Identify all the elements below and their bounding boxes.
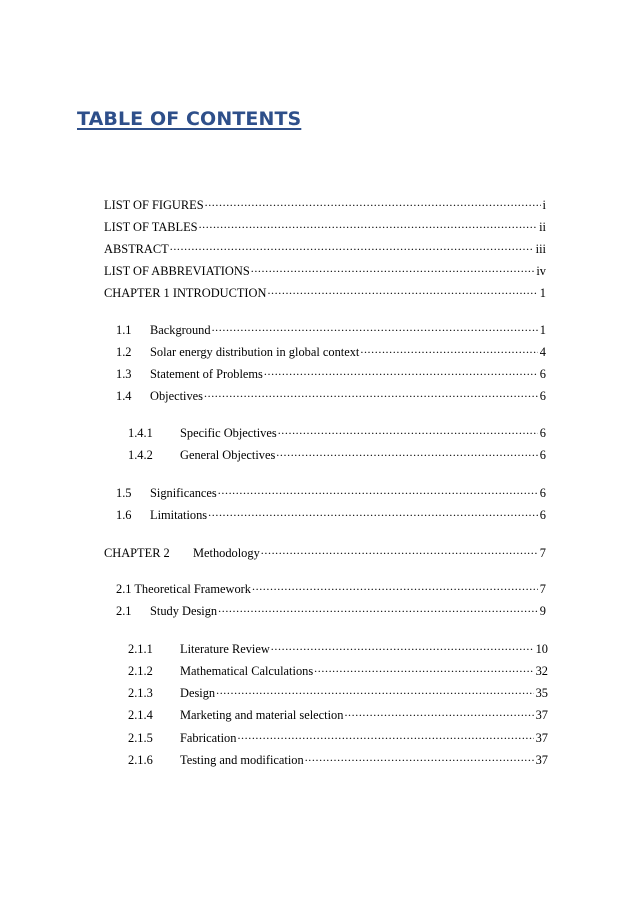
toc-entry-page: 10 [535,642,548,656]
toc-entry-1-4-2[interactable] [128,448,546,463]
toc-entry-number: 2.1.3 [128,686,153,700]
toc-leader-dots [212,323,538,334]
toc-leader-dots [205,198,541,209]
toc-entry-number: 1.4 [116,389,132,403]
toc-entry-text: 2.1 Theoretical Framework [116,582,251,596]
toc-entry-page: iii [535,242,546,256]
toc-leader-dots [267,286,537,297]
toc-entry-page: 9 [539,604,546,618]
toc-entry-text: Background [150,323,211,337]
toc-entry-text: Fabrication [180,731,237,745]
toc-entry-number: 2.1.1 [128,642,153,656]
toc-entry-chapter-2[interactable] [104,546,546,561]
toc-leader-dots [237,731,533,742]
toc-entry-text: Methodology [193,546,260,560]
toc-leader-dots [170,242,534,253]
toc-entry-theoretical-framework[interactable] [116,582,546,597]
toc-leader-dots [264,367,538,378]
toc-entry-1-3[interactable] [116,367,546,382]
toc-entry-number: 2.1 [116,604,132,618]
toc-leader-dots [204,389,538,400]
toc-entry-page: 32 [535,664,548,678]
toc-entry-text: CHAPTER 1 INTRODUCTION [104,286,267,300]
toc-entry-page: 7 [539,546,546,560]
toc-entry-2-1-1[interactable] [128,642,548,657]
toc-leader-dots [305,753,534,764]
toc-entry-number: 2.1.6 [128,753,153,767]
toc-entry-page: 6 [539,508,546,522]
toc-entry-text: Objectives [150,389,203,403]
toc-leader-dots [208,508,538,519]
toc-entry-text: Limitations [150,508,208,522]
toc-entry-page: 37 [535,708,548,722]
toc-leader-dots [271,642,534,653]
toc-entry-number: 1.6 [116,508,132,522]
toc-leader-dots [199,220,538,231]
toc-entry-text: LIST OF TABLES [104,220,198,234]
toc-entry-text: Mathematical Calculations [180,664,314,678]
toc-leader-dots [360,345,537,356]
toc-entry-page: 6 [539,367,546,381]
toc-entry-text: Specific Objectives [180,426,277,440]
toc-entry-2-1[interactable] [116,604,546,619]
toc-entry-page: 7 [539,582,546,596]
toc-entry-page: 6 [539,448,546,462]
toc-entry-page: i [542,198,546,212]
toc-entry-number: 1.3 [116,367,132,381]
toc-entry-text: Literature Review [180,642,270,656]
toc-leader-dots [278,426,538,437]
toc-entry-number: CHAPTER 2 [104,546,170,560]
toc-leader-dots [252,582,538,593]
toc-entry-number: 1.1 [116,323,132,337]
toc-leader-dots [261,546,538,557]
toc-leader-dots [344,708,533,719]
toc-entry-page: 37 [535,753,548,767]
toc-entry-1-6[interactable] [116,508,546,523]
toc-entry-page: 1 [539,286,546,300]
toc-entry-page: 4 [539,345,546,359]
toc-entry-text: Significances [150,486,217,500]
toc-entry-text: Study Design [150,604,218,618]
toc-entry-list-of-abbreviations[interactable] [104,264,546,279]
toc-entry-page: 35 [535,686,548,700]
toc-entry-text: LIST OF FIGURES [104,198,204,212]
toc-entry-1-4-1[interactable] [128,426,546,441]
toc-entry-page: 6 [539,426,546,440]
toc-entry-number: 2.1.5 [128,731,153,745]
toc-entry-1-1[interactable] [116,323,546,338]
toc-entry-abstract[interactable] [104,242,546,257]
toc-entry-2-1-5[interactable] [128,731,548,746]
toc-entry-list-of-tables[interactable] [104,220,546,235]
toc-entry-page: 37 [535,731,548,745]
toc-entry-2-1-4[interactable] [128,708,548,723]
toc-entry-text: Statement of Problems [150,367,263,381]
toc-entry-page: 1 [539,323,546,337]
toc-entry-1-5[interactable] [116,486,546,501]
toc-entry-page: 6 [539,389,546,403]
toc-entry-page: iv [536,264,546,278]
toc-entry-text: Marketing and material selection [180,708,344,722]
toc-entry-number: 1.4.2 [128,448,153,462]
toc-leader-dots [251,264,535,275]
toc-entry-text: Testing and modification [180,753,304,767]
toc-entry-page: ii [539,220,546,234]
toc-entry-list-of-figures[interactable] [104,198,546,213]
page-title: TABLE OF CONTENTS [77,108,302,130]
toc-leader-dots [218,604,538,615]
toc-entry-2-1-2[interactable] [128,664,548,679]
toc-entry-number: 1.2 [116,345,132,359]
toc-entry-2-1-6[interactable] [128,753,548,768]
toc-entry-text: General Objectives [180,448,276,462]
toc-entry-number: 1.4.1 [128,426,153,440]
toc-entry-number: 2.1.4 [128,708,153,722]
toc-entry-number: 2.1.2 [128,664,153,678]
toc-leader-dots [314,664,533,675]
toc-entry-2-1-3[interactable] [128,686,548,701]
toc-entry-chapter-1[interactable] [104,286,546,301]
toc-leader-dots [276,448,538,459]
toc-entry-text: LIST OF ABBREVIATIONS [104,264,250,278]
toc-entry-text: Solar energy distribution in global context [150,345,360,359]
toc-entry-text: Design [180,686,216,700]
toc-entry-page: 6 [539,486,546,500]
toc-entry-number: 1.5 [116,486,132,500]
toc-leader-dots [218,486,538,497]
toc-leader-dots [216,686,534,697]
toc-entry-1-2[interactable] [116,345,546,360]
toc-entry-1-4[interactable] [116,389,546,404]
toc-entry-text: ABSTRACT [104,242,169,256]
